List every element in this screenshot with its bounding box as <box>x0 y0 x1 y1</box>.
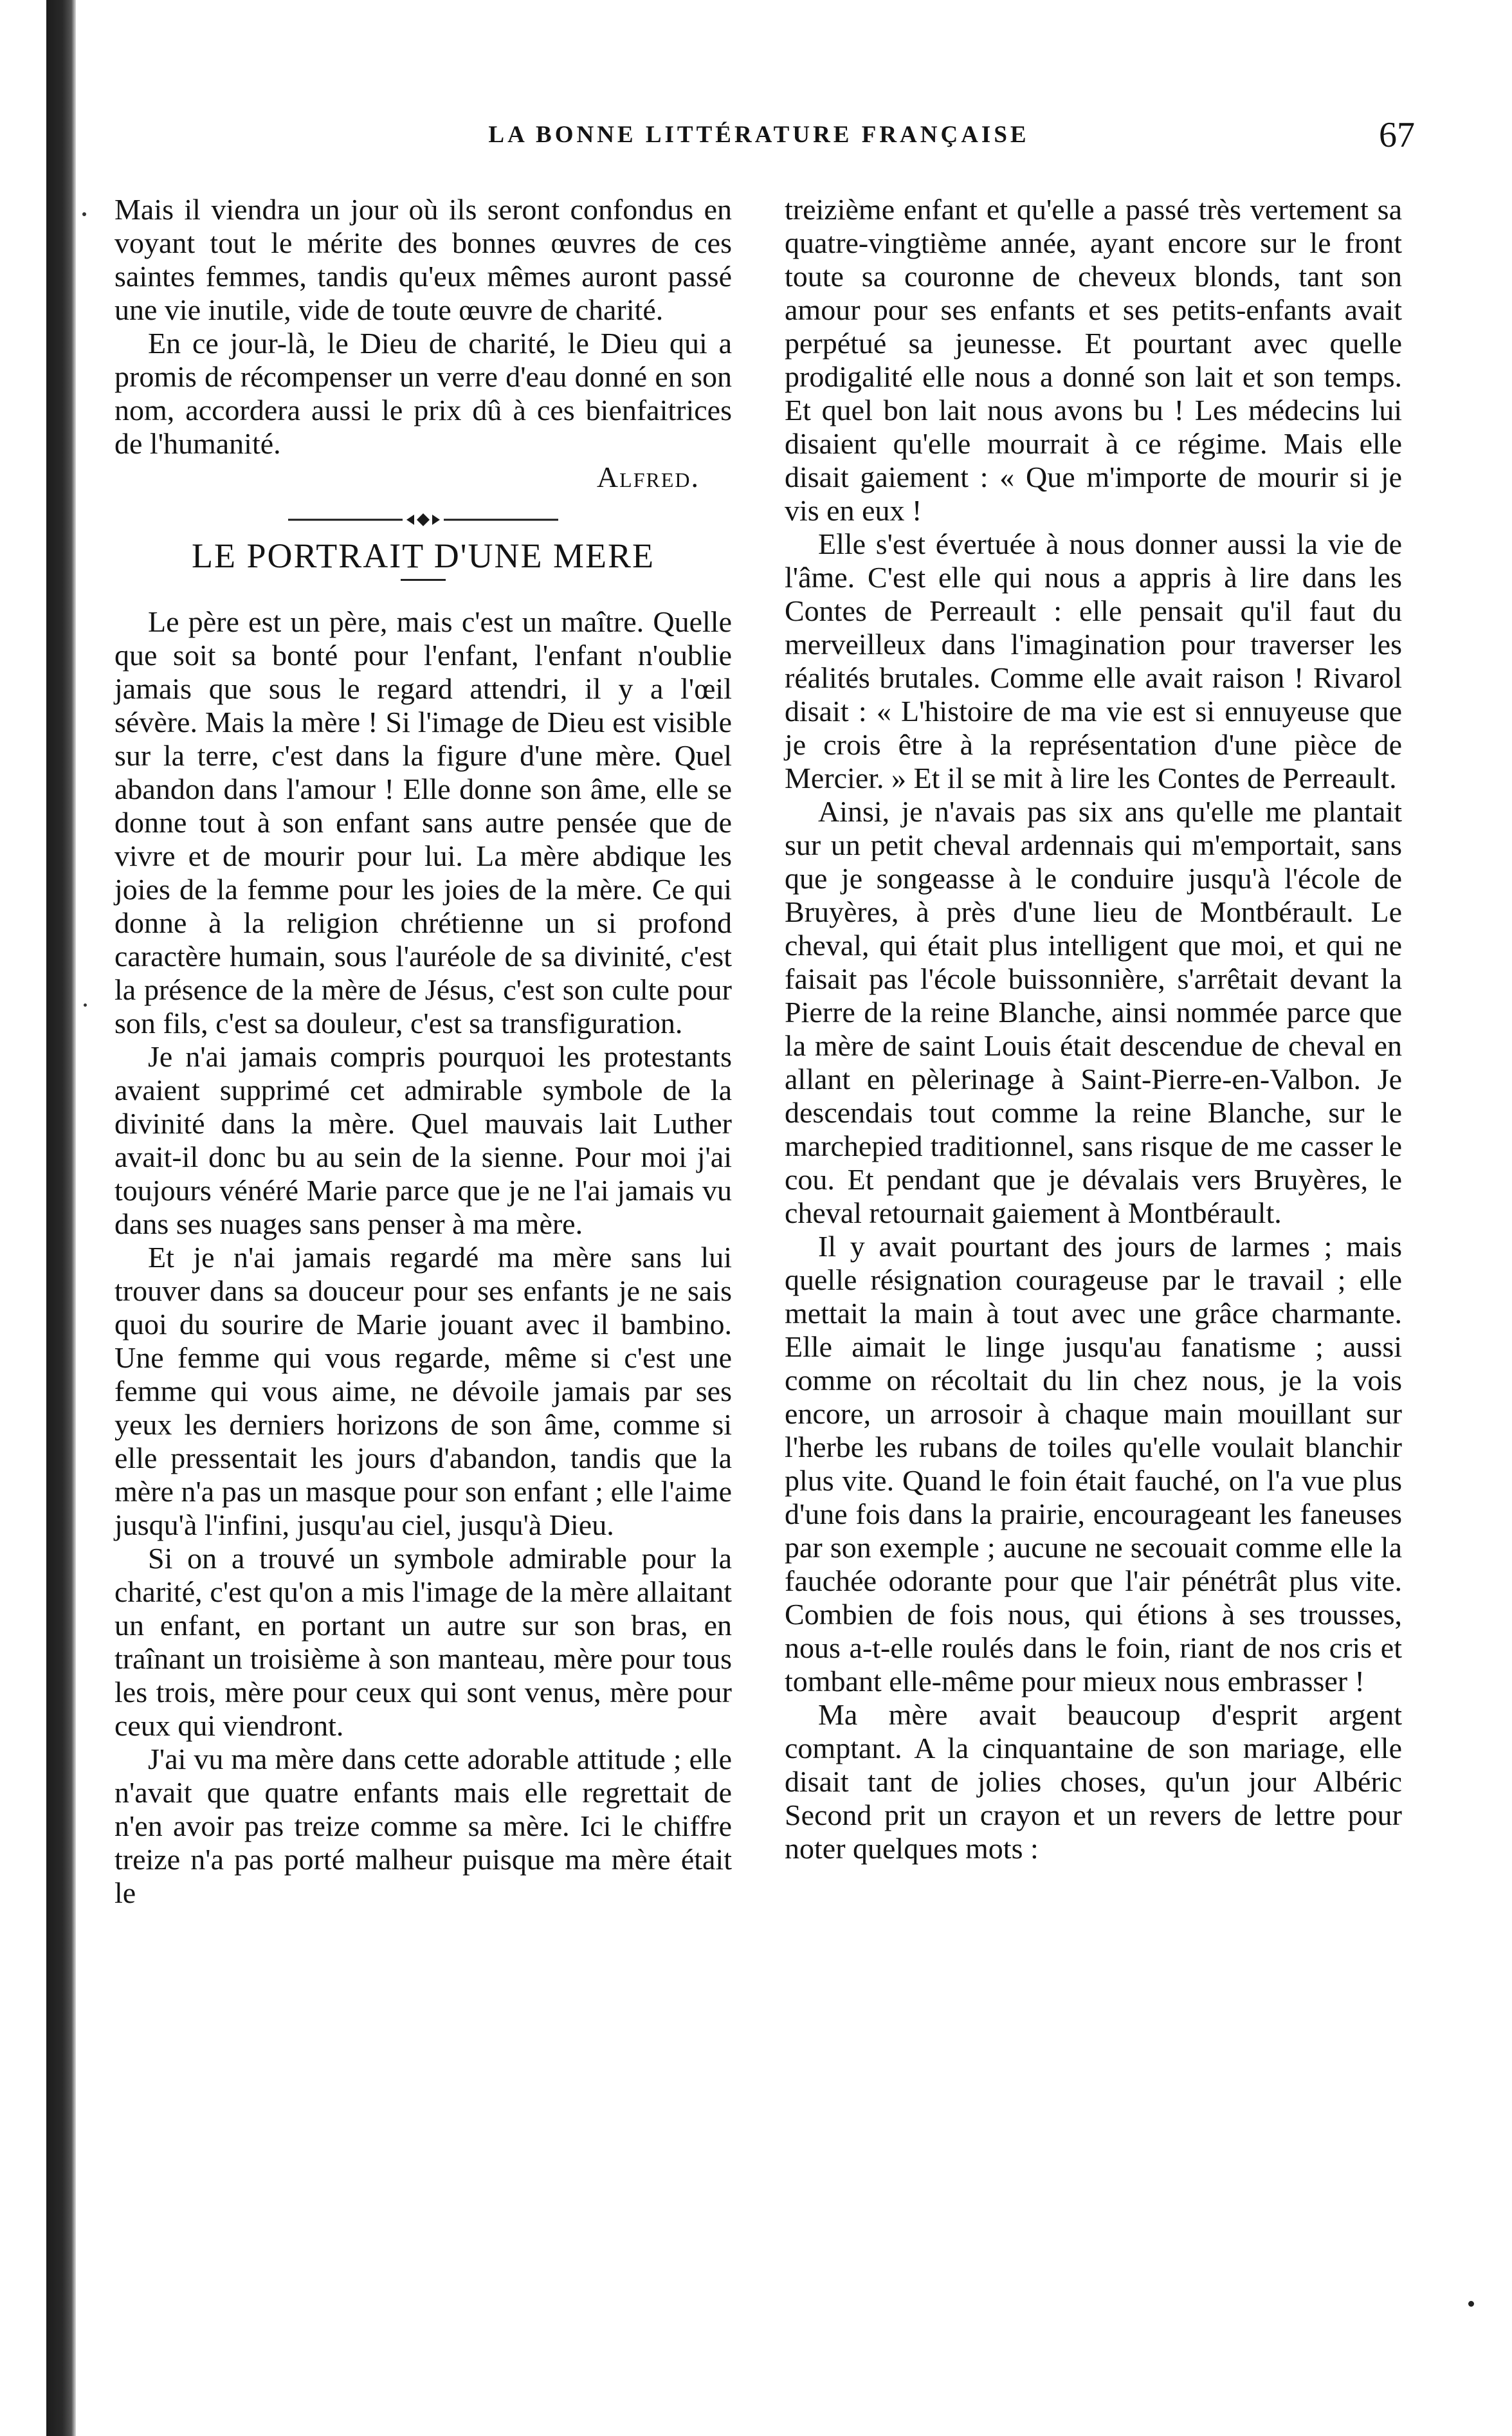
binding-speck <box>84 1003 87 1007</box>
binding-speck <box>82 212 86 216</box>
running-header <box>103 114 1415 166</box>
paragraph: Elle s'est évertuée à nous donner aussi la vie de l'âme. C'est elle qui nous a appris à lire dans les Contes de Perreault : elle pensait qu'il faut du merveilleux dans l'imagination pour traverser les réalités brutales. Comme elle avait raison ! Rivarol disait : « L'histoire de ma vie est si ennuyeuse que je crois être à la représentation d'une pièce de Mercier. » Et il se mit à lire les Contes de Perreault. <box>785 527 1402 794</box>
ornament-rule-icon <box>288 512 558 527</box>
paragraph: En ce jour-là, le Dieu de charité, le Dieu qui a promis de récompenser un verre d'eau donné en son nom, accordera aussi le prix dû à ces bienfaitrices de l'humanité. <box>114 327 732 460</box>
paragraph: Si on a trouvé un symbole admirable pour la charité, c'est qu'on a mis l'image de la mère allaitant un enfant, en portant un autre sur son bras, en traînant un troisième à son manteau, mère pour tous les trois, mère pour ceux qui sont venus, mère pour ceux qui viendront. <box>114 1542 732 1742</box>
print-fleck <box>1468 2301 1474 2307</box>
page-binding-shadow <box>46 0 76 2436</box>
article-title: LE PORTRAIT D'UNE MERE <box>192 536 655 575</box>
paragraph: Le père est un père, mais c'est un maître. Quelle que soit sa bonté pour l'enfant, l'enfant n'oublie jamais que sous le regard attendri, il y a l'œil sévère. Mais la mère ! Si l'image de Dieu est visible sur la terre, c'est dans la figure d'une mère. Quel abandon dans l'amour ! Elle donne son âme, elle se donne tout à son enfant sans autre pensée que de vivre et de mourir pour lui. La mère abdique les joies de la femme pour les joies de la mère. Ce qui donne à la religion chrétienne un si profond caractère humain, sous l'auréole de sa divinité, c'est la présence de la mère de Jésus, c'est son culte pour son fils, c'est sa douleur, c'est sa transfiguration. <box>114 605 732 1039</box>
title-underline <box>401 579 446 581</box>
left-column <box>114 193 732 1910</box>
paragraph: J'ai vu ma mère dans cette adorable attitude ; elle n'avait que quatre enfants mais elle regrettait de n'en avoir pas treize comme sa mère. Ici le chiffre treize n'a pas porté malheur puisque ma mère était le <box>114 1743 732 1909</box>
running-title: LA BONNE LITTÉRATURE FRANÇAISE <box>488 122 1030 148</box>
author-signature: Alfred. <box>596 461 700 493</box>
paragraph: Ainsi, je n'avais pas six ans qu'elle me plantait sur un petit cheval ardennais qui m'emportait, sans que je songeasse à le conduire jusqu'à l'école de Bruyères, à près d'une lieu de Montbérault. Le cheval, qui était plus intelligent que moi, et qui ne faisait pas l'école buissonnière, s'arrêtait devant la Pierre de la reine Blanche, ainsi nommée parce que la mère de saint Louis était descendue de cheval en allant en pèlerinage à Saint-Pierre-en-Valbon. Je descendais tout comme la reine Blanche, sur le marchepied traditionnel, sans risque de me casser le cou. Et pendant que je dévalais vers Bruyères, le cheval retournait gaiement à Montbérault. <box>785 795 1402 1229</box>
paragraph: Mais il viendra un jour où ils seront confondus en voyant tout le mérite des bonnes œuvres de ces saintes femmes, tandis qu'eux mêmes auront passé une vie inutile, vide de toute œuvre de charité. <box>114 193 732 326</box>
paragraph: Et je n'ai jamais regardé ma mère sans lui trouver dans sa douceur pour ses enfants je ne sais quoi du sourire de Marie jouant avec il bambino. Une femme qui vous regarde, même si c'est une femme qui vous aime, ne dévoile jamais par ses yeux les derniers horizons de son âme, comme si elle pressentait les jours d'abandon, tandis que la mère n'a pas un masque pour son enfant ; elle l'aime jusqu'à l'infini, jusqu'au ciel, jusqu'à Dieu. <box>114 1241 732 1541</box>
right-column <box>785 193 1402 1865</box>
paragraph: Je n'ai jamais compris pourquoi les protestants avaient supprimé cet admirable symbole de la divinité dans la mère. Quel mauvais lait Luther avait-il donc bu au sein de la sienne. Pour moi j'ai toujours vénéré Marie parce que je ne l'ai jamais vu dans ses nuages sans penser à ma mère. <box>114 1040 732 1240</box>
page-number: 67 <box>1379 115 1415 155</box>
section-divider <box>114 512 732 527</box>
paragraph: treizième enfant et qu'elle a passé très vertement sa quatre-vingtième année, ayant encore sur le front toute sa couronne de cheveux blonds, tant son amour pour ses enfants et ses petits-enfants avait perpétué sa jeunesse. Et pourtant avec quelle prodigalité elle nous a donné son lait et son temps. Et quel bon lait nous avons bu ! Les médecins lui disaient qu'elle mourrait à ce régime. Mais elle disait gaiement : « Que m'importe de mourir si je vis en eux ! <box>785 193 1402 527</box>
paragraph: Ma mère avait beaucoup d'esprit argent comptant. A la cinquantaine de son mariage, elle disait tant de jolies choses, qu'un jour Albéric Second prit un crayon et un revers de lettre pour noter quelques mots : <box>785 1698 1402 1865</box>
paragraph: Il y avait pourtant des jours de larmes ; mais quelle résignation courageuse par le travail ; elle mettait la main à tout avec une grâce charmante. Elle aimait le linge jusqu'au fanatisme ; aussi comme on récoltait du lin chez nous, je la vois encore, un arrosoir à chaque main mouillant sur l'herbe les rubans de toiles qu'elle voulait blanchir plus vite. Quand le foin était fauché, on l'a vue plus d'une fois dans la prairie, encourageant les faneuses par son exemple ; aucune ne secouait comme elle la fauchée odorante pour que l'air pénétrât plus vite. Combien de fois nous, qui étions à ses trousses, nous a-t-elle roulés dans le foin, riant de nos cris et tombant elle-même pour mieux nous embrasser ! <box>785 1230 1402 1698</box>
